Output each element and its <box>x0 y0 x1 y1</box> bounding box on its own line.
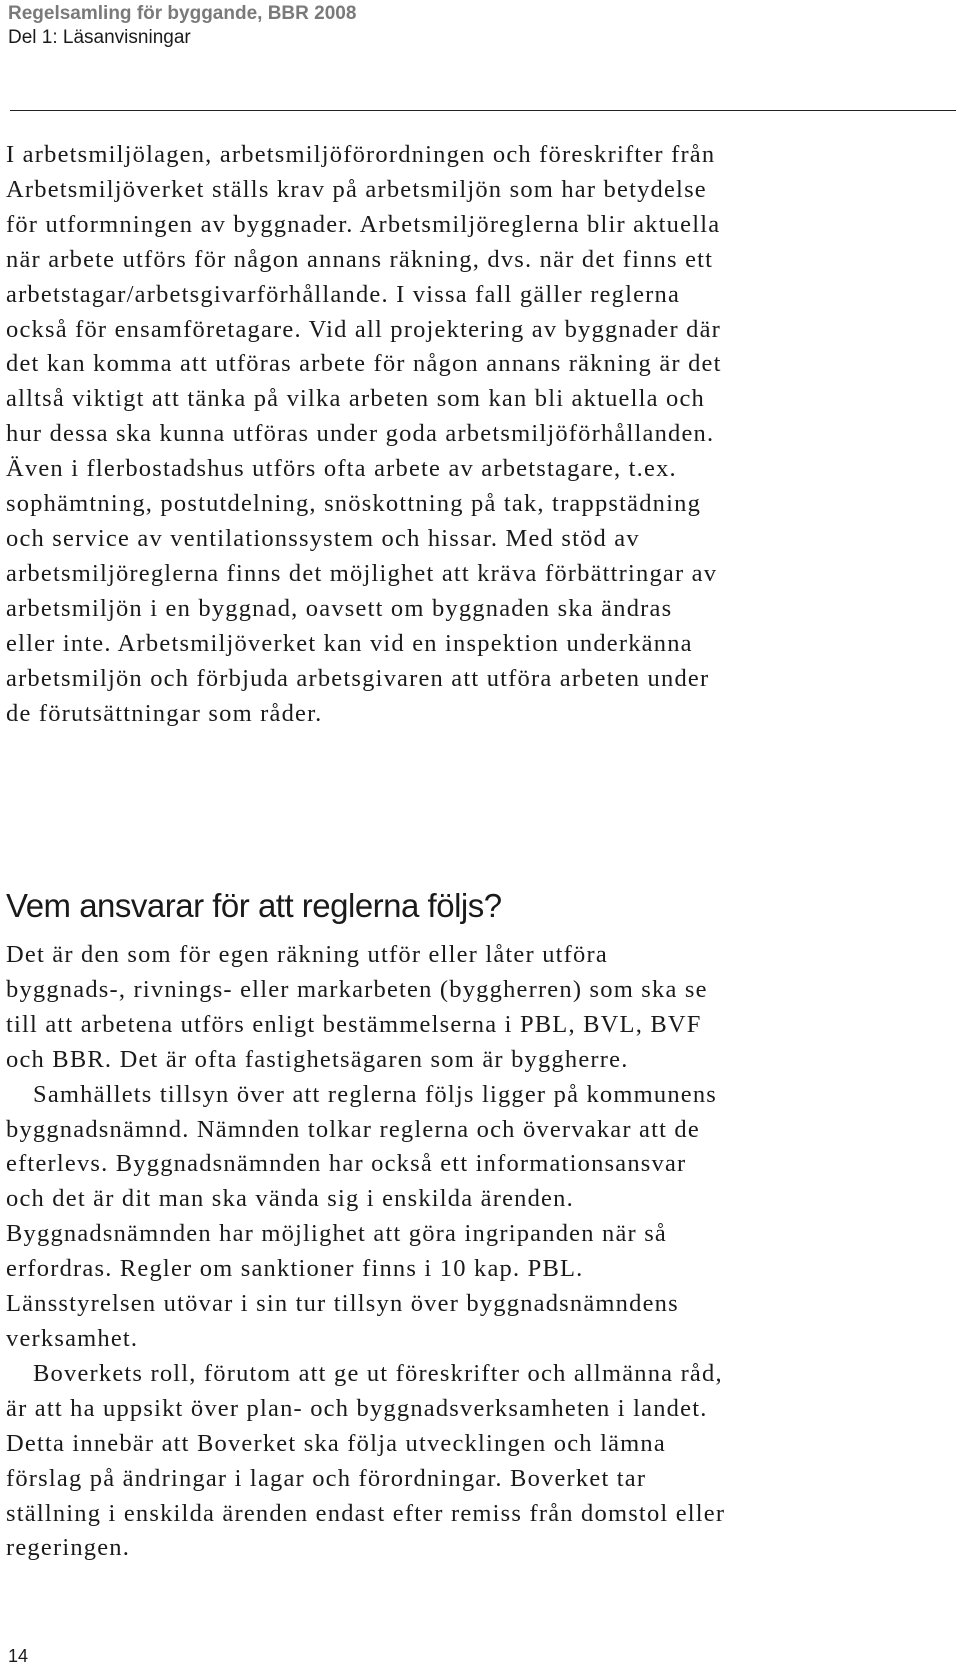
intro-text-block <box>6 138 726 731</box>
document-title: Regelsamling för byggande, BBR 2008 <box>8 3 357 24</box>
section-text-block <box>6 938 726 1566</box>
part-title: Del 1: Läsanvisningar <box>8 27 191 48</box>
section-paragraph-3: Boverkets roll, förutom att ge ut föreskrifter och allmänna råd, är att ha uppsikt över plan- och byggnadsverksamheten i landet. Detta innebär att Boverket ska följa utvecklingen och lämna förslag på ändringar i lagar och förordningar. Boverket tar ställning i enskilda ärenden endast efter remiss från domstol eller regeringen. <box>6 1359 726 1562</box>
running-header <box>8 2 356 50</box>
intro-paragraph: I arbetsmiljölagen, arbetsmiljöförordningen och föreskrifter från Arbetsmiljöverket ställs krav på arbetsmiljön som har betydelse för utformningen av byggnader. Arbetsmiljöreglerna blir aktuella när arbete utförs för någon annans räkning, dvs. när det finns ett arbetstagar/arbetsgivarförhållande. I vissa fall gäller reglerna också för ensamföretagare. Vid all projektering av byggnader där det kan komma att utföras arbete för någon annans räkning är det alltså viktigt att tänka på vilka arbeten som kan bli aktuella och hur dessa ska kunna utföras under goda arbetsmiljöförhållanden. Även i flerbostadshus utförs ofta arbete av arbetstagare, t.ex. sophämtning, postutdelning, snöskottning på tak, trappstädning och service av ventilationssystem och hissar. Med stöd av arbetsmiljöreglerna finns det möjlighet att kräva förbättringar av arbetsmiljön i en byggnad, oavsett om byggnaden ska ändras eller inte. Arbetsmiljöverket kan vid en inspektion underkänna arbetsmiljön och förbjuda arbetsgivaren att utföra arbeten under de förutsättningar som råder. <box>6 141 722 727</box>
section-paragraph-2: Samhällets tillsyn över att reglerna följs ligger på kommunens byggnadsnämnd. Nämnden tolkar reglerna och övervakar att de efterlevs. Byggnadsnämnden har också ett informationsansvar och det är dit man ska vända sig i enskilda ärenden. Byggnadsnämnden har möjlighet att göra ingripanden när så erfordras. Regler om sanktioner finns i 10 kap. PBL. Länsstyrelsen utövar i sin tur tillsyn över byggnadsnämndens verksamhet. <box>6 1080 718 1352</box>
section-heading: Vem ansvarar för att reglerna följs? <box>6 887 502 924</box>
section-paragraph-1: Det är den som för egen räkning utför eller låter utföra byggnads-, rivnings- eller markarbeten (byggherren) som ska se till att arbetena utförs enligt bestämmelserna i PBL, BVL, BVF och BBR. Det är ofta fastighetsägaren som är byggherre. <box>6 941 708 1073</box>
header-divider <box>10 110 956 111</box>
page-number: 14 <box>8 1646 29 1666</box>
